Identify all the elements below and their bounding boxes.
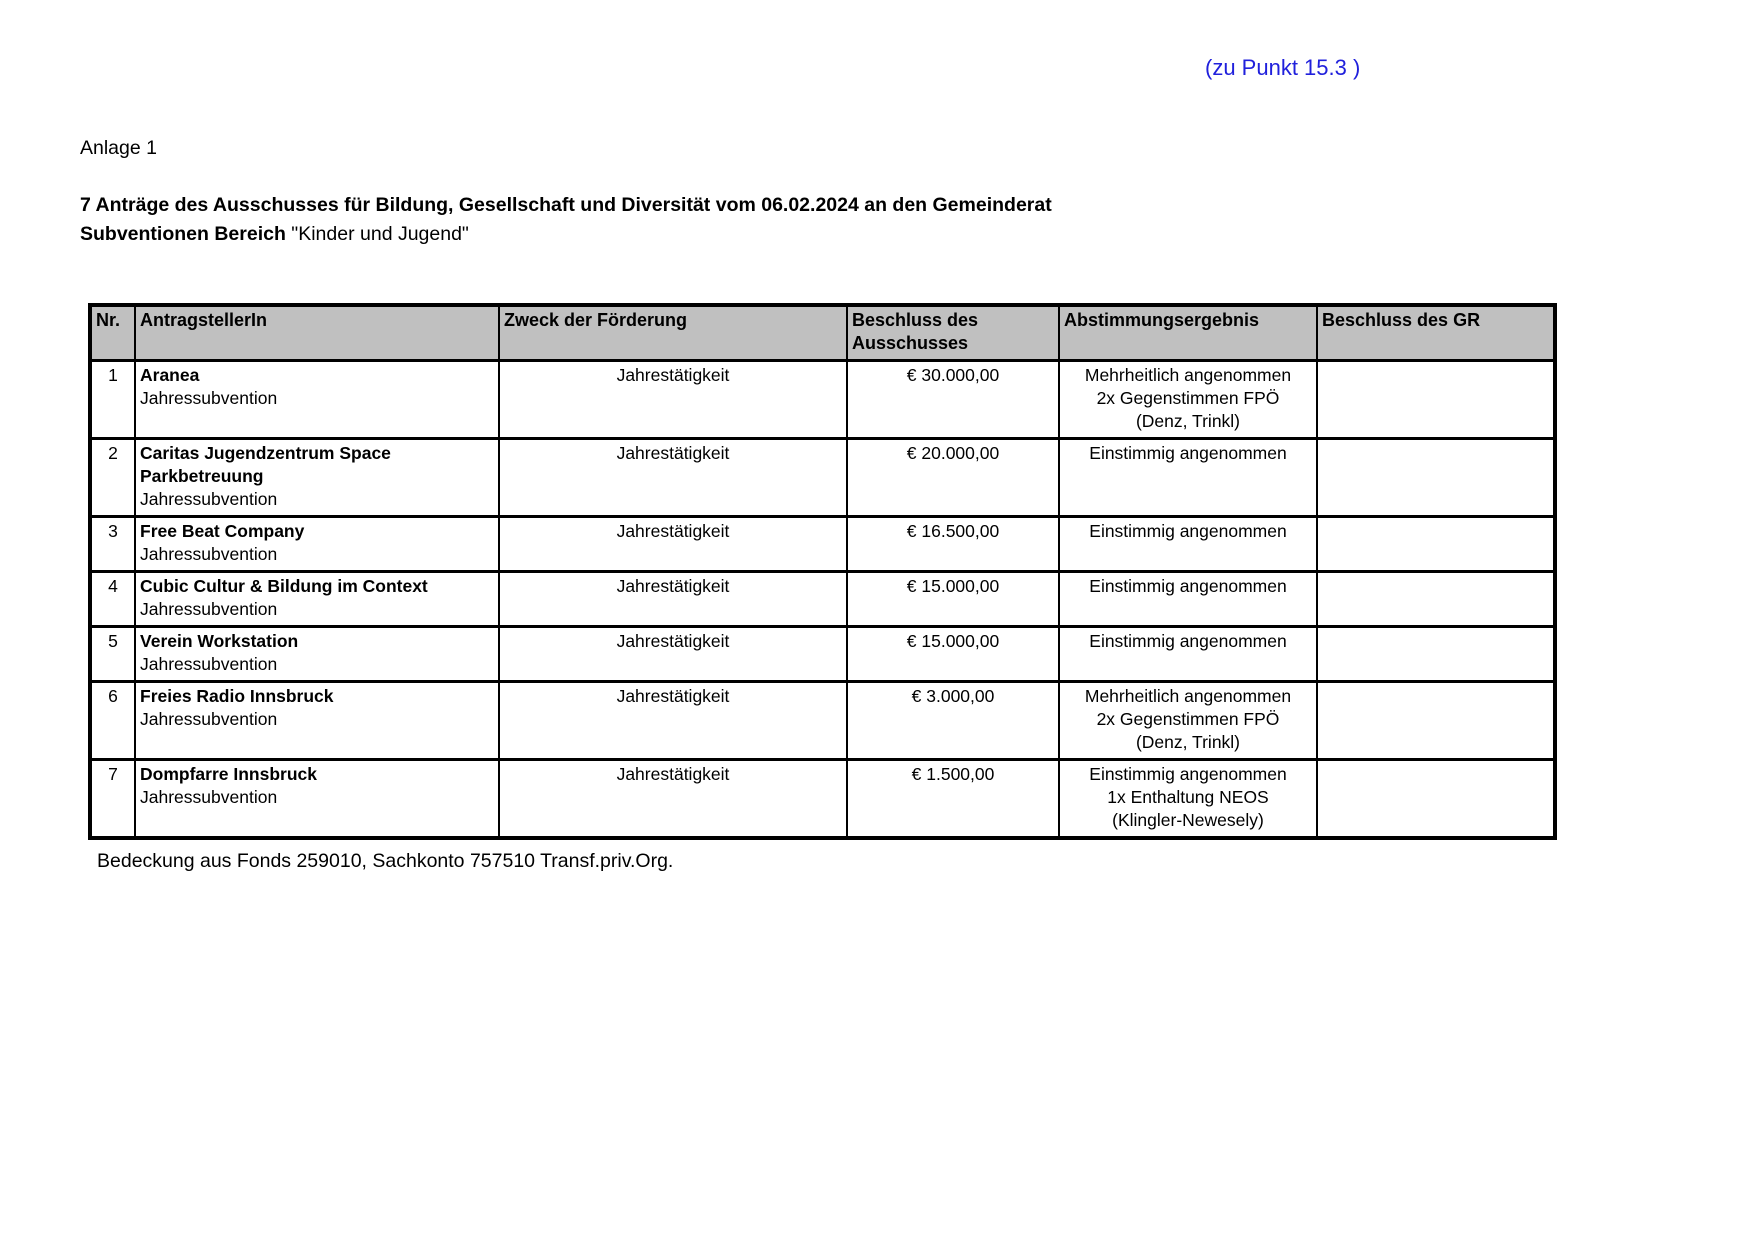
- col-header-purpose: Zweck der Förderung: [499, 305, 847, 361]
- funding-note: Bedeckung aus Fonds 259010, Sachkonto 757510 Transf.priv.Org.: [97, 850, 674, 872]
- reference-note: (zu Punkt 15.3 ): [1205, 55, 1361, 80]
- applicant-name: Cubic Cultur & Bildung im Context: [140, 576, 428, 596]
- cell-gr-decision: [1317, 517, 1555, 572]
- table-row: [90, 682, 1555, 760]
- applicant-subvention-type: Jahressubvention: [140, 787, 278, 807]
- table-header: [90, 305, 1555, 361]
- vote-line: Mehrheitlich angenommen: [1084, 686, 1292, 706]
- cell-gr-decision: [1317, 439, 1555, 517]
- cell-purpose: Jahrestätigkeit: [499, 760, 847, 839]
- vote-line: Einstimmig angenommen: [1089, 764, 1287, 784]
- col-header-vote-result: Abstimmungsergebnis: [1059, 305, 1317, 361]
- cell-gr-decision: [1317, 361, 1555, 439]
- cell-gr-decision: [1317, 760, 1555, 839]
- cell-nr: 7: [90, 760, 135, 839]
- cell-gr-decision: [1317, 682, 1555, 760]
- cell-applicant: [135, 361, 499, 439]
- table-row: [90, 361, 1555, 439]
- cell-vote-result: [1059, 682, 1317, 760]
- cell-amount: € 15.000,00: [847, 572, 1059, 627]
- col-header-gr-decision: Beschluss des GR: [1317, 305, 1555, 361]
- applicant-subvention-type: Jahressubvention: [140, 489, 278, 509]
- cell-applicant: [135, 760, 499, 839]
- vote-line: 2x Gegenstimmen FPÖ: [1096, 388, 1280, 408]
- table-row: [90, 760, 1555, 839]
- cell-amount: € 1.500,00: [847, 760, 1059, 839]
- document-title: [80, 191, 1330, 249]
- cell-purpose: Jahrestätigkeit: [499, 517, 847, 572]
- table-header-row: [90, 305, 1555, 361]
- table-row: [90, 572, 1555, 627]
- cell-applicant: [135, 439, 499, 517]
- vote-line: Einstimmig angenommen: [1089, 631, 1287, 651]
- vote-line: 2x Gegenstimmen FPÖ: [1096, 709, 1280, 729]
- table-row: [90, 439, 1555, 517]
- cell-nr: 2: [90, 439, 135, 517]
- cell-nr: 4: [90, 572, 135, 627]
- cell-amount: € 15.000,00: [847, 627, 1059, 682]
- cell-applicant: [135, 572, 499, 627]
- cell-amount: € 30.000,00: [847, 361, 1059, 439]
- vote-line: 1x Enthaltung NEOS: [1107, 787, 1269, 807]
- applicant-name: Free Beat Company: [140, 521, 305, 541]
- cell-nr: 5: [90, 627, 135, 682]
- cell-purpose: Jahrestätigkeit: [499, 627, 847, 682]
- subsidy-table: [88, 303, 1557, 840]
- title-line-2: [80, 220, 1330, 249]
- applicant-subvention-type: Jahressubvention: [140, 654, 278, 674]
- cell-vote-result: [1059, 627, 1317, 682]
- cell-applicant: [135, 517, 499, 572]
- applicant-name: Dompfarre Innsbruck: [140, 764, 317, 784]
- table-row: [90, 517, 1555, 572]
- applicant-name: Verein Workstation: [140, 631, 299, 651]
- cell-vote-result: [1059, 760, 1317, 839]
- col-header-applicant: AntragstellerIn: [135, 305, 499, 361]
- cell-purpose: Jahrestätigkeit: [499, 682, 847, 760]
- cell-vote-result: [1059, 439, 1317, 517]
- vote-line: (Denz, Trinkl): [1135, 732, 1241, 752]
- cell-nr: 1: [90, 361, 135, 439]
- applicant-subvention-type: Jahressubvention: [140, 388, 278, 408]
- applicant-subvention-type: Jahressubvention: [140, 544, 278, 564]
- col-header-committee-decision: Beschluss des Ausschusses: [847, 305, 1059, 361]
- vote-line: (Klingler-Newesely): [1112, 810, 1264, 830]
- vote-line: Einstimmig angenommen: [1089, 443, 1287, 463]
- cell-applicant: [135, 682, 499, 760]
- vote-line: Einstimmig angenommen: [1089, 521, 1287, 541]
- vote-line: (Denz, Trinkl): [1135, 411, 1241, 431]
- applicant-subvention-type: Jahressubvention: [140, 599, 278, 619]
- cell-purpose: Jahrestätigkeit: [499, 361, 847, 439]
- cell-amount: € 20.000,00: [847, 439, 1059, 517]
- subtitle-bold: Subventionen Bereich: [80, 223, 286, 245]
- subtitle-regular: "Kinder und Jugend": [291, 223, 469, 245]
- applicant-subvention-type: Jahressubvention: [140, 709, 278, 729]
- applicant-name: Aranea: [140, 365, 200, 385]
- cell-purpose: Jahrestätigkeit: [499, 439, 847, 517]
- cell-gr-decision: [1317, 572, 1555, 627]
- vote-line: Einstimmig angenommen: [1089, 576, 1287, 596]
- vote-line: Mehrheitlich angenommen: [1084, 365, 1292, 385]
- cell-gr-decision: [1317, 627, 1555, 682]
- cell-amount: € 16.500,00: [847, 517, 1059, 572]
- table-row: [90, 627, 1555, 682]
- cell-nr: 6: [90, 682, 135, 760]
- cell-vote-result: [1059, 361, 1317, 439]
- cell-applicant: [135, 627, 499, 682]
- applicant-name: Caritas Jugendzentrum Space Parkbetreuung: [140, 443, 391, 486]
- col-header-nr: Nr.: [90, 305, 135, 361]
- applicant-name: Freies Radio Innsbruck: [140, 686, 334, 706]
- cell-nr: 3: [90, 517, 135, 572]
- attachment-label: Anlage 1: [80, 137, 157, 159]
- cell-amount: € 3.000,00: [847, 682, 1059, 760]
- cell-purpose: Jahrestätigkeit: [499, 572, 847, 627]
- cell-vote-result: [1059, 517, 1317, 572]
- cell-vote-result: [1059, 572, 1317, 627]
- title-line-1: 7 Anträge des Ausschusses für Bildung, Gesellschaft und Diversität vom 06.02.2024 an den Gemeinderat: [80, 194, 1052, 216]
